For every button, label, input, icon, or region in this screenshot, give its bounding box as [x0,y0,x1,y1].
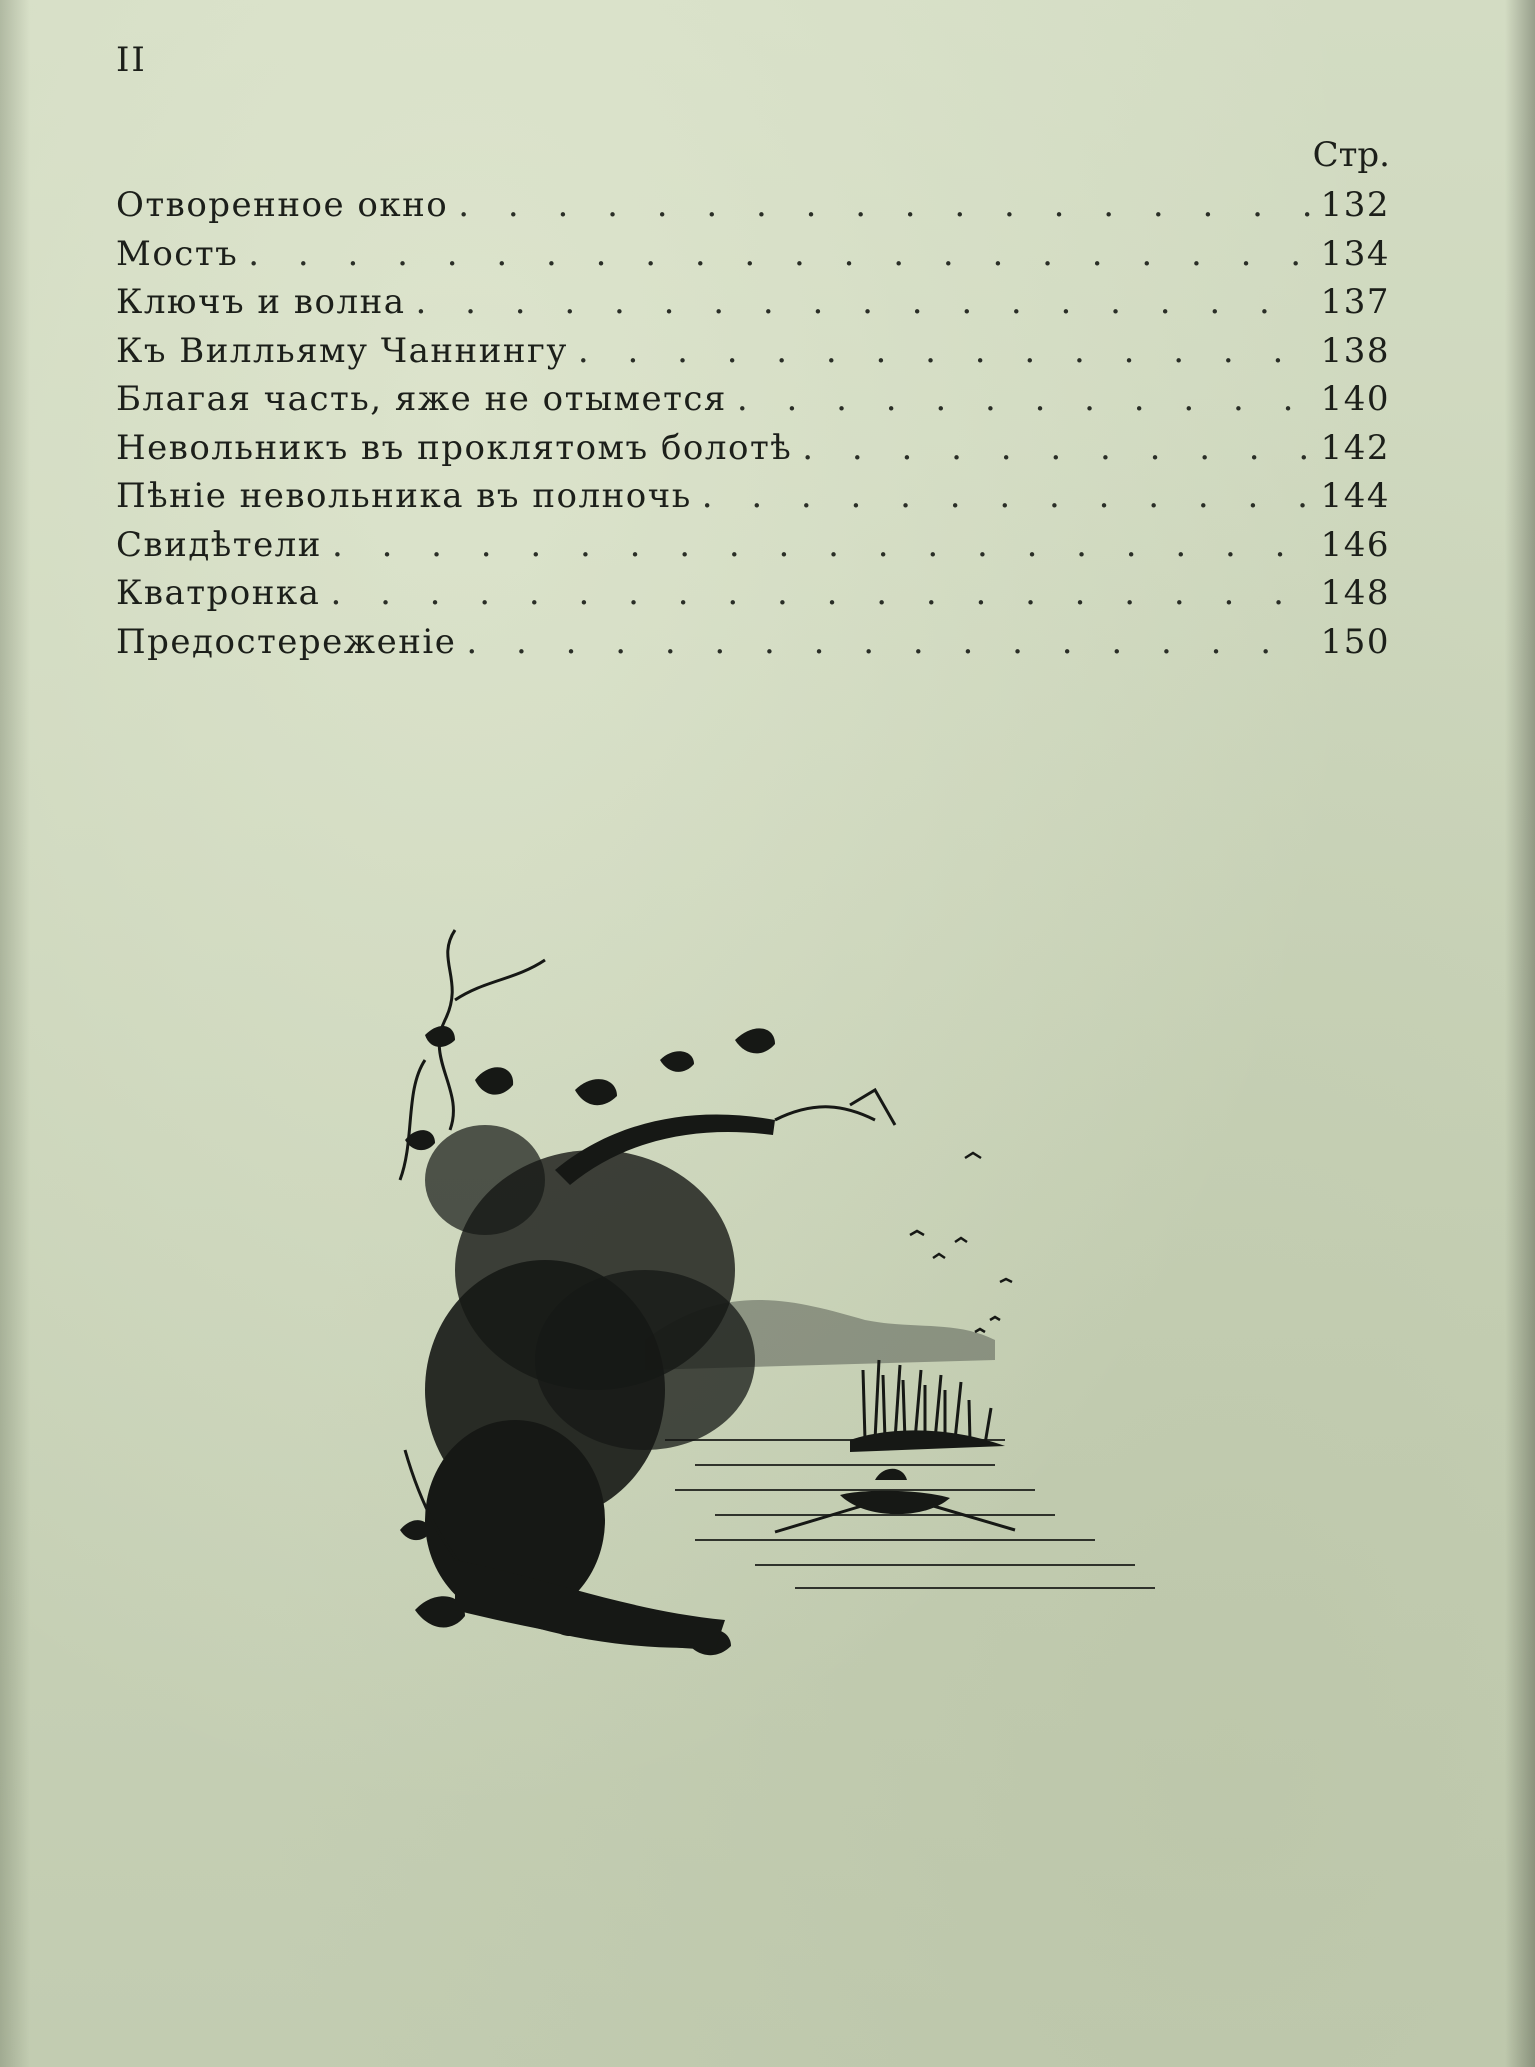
toc-entry-page: 134 [1320,233,1390,274]
page-number: II [116,40,147,80]
toc-leader-dots [332,525,1310,565]
toc-leader-dots [702,476,1310,516]
toc-entry[interactable] [116,331,1390,380]
toc-entry[interactable] [116,234,1390,283]
toc-entry-title: Предостереженіе [116,621,457,662]
toc-leader-dots [416,282,1310,322]
page-column-header: Стр. [1312,135,1390,175]
toc-entry-page: 140 [1320,379,1390,419]
birds [910,1153,1012,1332]
toc-entry-title: Мостъ [116,233,239,274]
toc-entry-title: Отворенное окно [116,185,449,225]
toc-entry-title: Пѣніе невольника въ полночь [116,476,692,516]
toc-entry[interactable] [116,622,1390,671]
toc-leader-dots [330,573,1310,613]
toc-leader-dots [458,185,1310,225]
page-edge-left [0,0,30,2067]
toc-leader-dots [802,428,1310,468]
toc-leader-dots [737,379,1310,419]
toc-entry-title: Благая часть, яже не отымется [116,379,727,419]
toc-entry[interactable] [116,379,1390,428]
toc-entry-page: 148 [1320,573,1390,613]
toc-entry[interactable] [116,525,1390,574]
toc-leader-dots [466,622,1310,662]
toc-entry-page: 150 [1320,621,1390,662]
toc-entry-title: Кватронка [116,573,321,613]
page-edge-right [1505,0,1535,2067]
toc-entry-page: 144 [1320,476,1390,516]
toc-entry-title: Къ Вилльяму Чаннингу [116,330,568,371]
toc-leader-dots [578,331,1310,371]
toc-entry-page: 137 [1320,282,1390,322]
toc-entry-page: 142 [1320,427,1390,468]
toc-entry[interactable] [116,428,1390,477]
rowing-boat [775,1469,1015,1532]
toc-entry[interactable] [116,185,1390,234]
water-ripples [665,1440,1155,1588]
toc-entry-page: 138 [1320,330,1390,371]
table-of-contents [116,185,1390,670]
toc-entry[interactable] [116,573,1390,622]
toc-entry-title: Свидѣтели [116,524,322,565]
toc-entry-page: 132 [1320,185,1390,225]
toc-entry-title: Невольникъ въ проклятомъ болотѣ [116,427,793,468]
toc-entry[interactable] [116,476,1390,525]
tree-foliage [425,1125,755,1620]
engraved-vignette-illustration [395,920,1155,1680]
reed-bank [850,1430,1005,1452]
toc-entry-page: 146 [1320,524,1390,565]
toc-leader-dots [248,234,1310,274]
toc-entry-title: Ключъ и волна [116,282,406,322]
toc-entry[interactable] [116,282,1390,331]
